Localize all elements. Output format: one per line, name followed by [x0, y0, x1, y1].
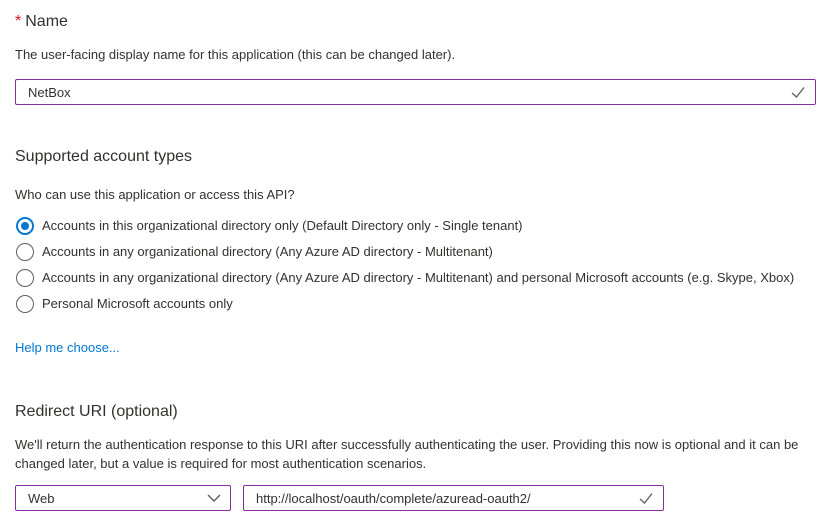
account-types-radio-group: [15, 213, 814, 317]
name-input-container: [15, 79, 816, 105]
name-title-text: Name: [25, 13, 68, 30]
radio-button-icon: [16, 217, 34, 235]
valid-checkmark-icon: [790, 84, 806, 100]
redirect-uri-input-container: [243, 485, 664, 511]
required-asterisk: *: [15, 13, 22, 30]
radio-option-label: Accounts in this organizational directory only (Default Directory only - Single tenant): [42, 218, 523, 233]
account-types-section-title: Supported account types: [15, 148, 193, 165]
redirect-uri-row: [15, 485, 814, 511]
radio-option-label: Accounts in any organizational directory (Any Azure AD directory - Multitenant): [42, 244, 493, 259]
valid-checkmark-icon: [638, 490, 654, 506]
name-description: The user-facing display name for this application (this can be changed later).: [15, 47, 456, 62]
chevron-down-icon: [207, 494, 221, 502]
radio-option-personal-only[interactable]: [15, 291, 814, 317]
redirect-uri-section-title: Redirect URI (optional): [15, 403, 178, 420]
radio-option-label: Accounts in any organizational directory (Any Azure AD directory - Multitenant) and personal Microsoft accounts (e.g. Skype, Xbox): [42, 270, 795, 285]
platform-select-value: Web: [28, 490, 55, 506]
redirect-uri-input[interactable]: [244, 486, 638, 510]
name-input[interactable]: [16, 80, 790, 104]
radio-option-multitenant-personal[interactable]: [15, 265, 814, 291]
redirect-uri-description: We'll return the authentication response to this URI after successfully authenticating the user. Providing this now is optional and it can be changed later, but a value is required for most authentication scenarios.: [15, 437, 799, 471]
radio-option-single-tenant[interactable]: [15, 213, 814, 239]
account-types-question: Who can use this application or access this API?: [15, 187, 295, 202]
help-me-choose-link[interactable]: Help me choose...: [15, 340, 120, 355]
radio-option-multitenant[interactable]: [15, 239, 814, 265]
platform-select[interactable]: [15, 485, 231, 511]
radio-button-icon: [16, 243, 34, 261]
radio-button-icon: [16, 295, 34, 313]
radio-button-icon: [16, 269, 34, 287]
name-section-title: [15, 12, 814, 31]
radio-option-label: Personal Microsoft accounts only: [42, 296, 233, 311]
